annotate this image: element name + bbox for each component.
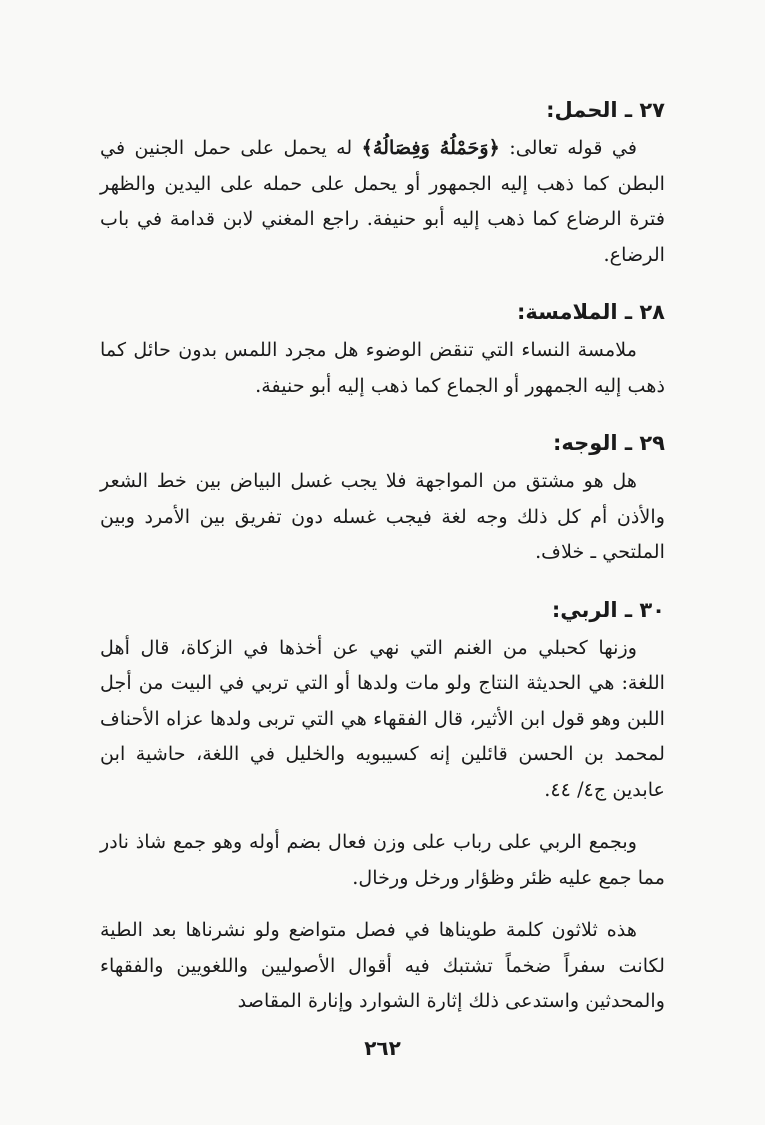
section-paragraph bbox=[100, 130, 665, 272]
quran-quote: ﴿وَحَمْلُهُ وَفِصَالُهُ﴾ bbox=[361, 136, 500, 159]
section-paragraph: وزنها كحبلي من الغنم التي نهي عن أخذها في الزكاة، قال أهل اللغة: هي الحديثة النتاج ولو مات ولدها أو التي تربي في البيت من أجل اللبن وهو قول ابن الأثير، قال الفقهاء هي التي تربى ولدها عزاه الأحناف لمحمد بن الحسن قائلين إنه كسيبويه والخليل في اللغة، حاشية ابن عابدين ج٤/ ٤٤. bbox=[100, 635, 665, 801]
section-heading: ٢٨ ـ الملامسة: bbox=[516, 300, 665, 324]
section-heading: ٢٩ ـ الوجه: bbox=[553, 431, 665, 455]
section-paragraph: وبجمع الربي على رباب على وزن فعال بضم أوله وهو جمع شاذ نادر مما جمع عليه ظئر وظؤار ورخل ورخال. bbox=[100, 830, 665, 889]
section-28-almulamasa bbox=[100, 294, 665, 403]
section-heading: ٣٠ ـ الربي: bbox=[551, 597, 665, 622]
section-27-alhaml bbox=[100, 92, 665, 272]
section-paragraph: هل هو مشتق من المواجهة فلا يجب غسل البياض بين خط الشعر والأذن أم كل ذلك وجه لغة فيجب غسله دون تفريق بين الأمرد وبين الملتحي ـ خلاف. bbox=[100, 469, 665, 563]
section-30-alrubba bbox=[100, 592, 665, 1019]
section-paragraph: هذه ثلاثون كلمة طويناها في فصل متواضع ولو نشرناها بعد الطية لكانت سفراً ضخماً تشتبك فيه أقوال الأصوليين واللغويين والفقهاء والمحدثين واستدعى ذلك إثارة الشوارد وإنارة المقاصد bbox=[100, 918, 665, 1012]
paragraph-text: في قوله تعالى: bbox=[499, 136, 637, 159]
section-29-alwajh bbox=[100, 425, 665, 570]
section-paragraph: ملامسة النساء التي تنقض الوضوء هل مجرد اللمس بدون حائل كما ذهب إليه الجمهور أو الجماع كما ذهب إليه أبو حنيفة. bbox=[100, 338, 665, 397]
paragraph-text: له يحمل على حمل الجنين في البطن كما ذهب إليه الجمهور أو يحمل على حمله على اليدين والظهر فترة الرضاع كما ذهب إليه أبو حنيفة. راجع المغني لابن قدامة في باب الرضاع. bbox=[100, 136, 665, 266]
page-content bbox=[100, 92, 665, 1019]
page-number: ٢٦٢ bbox=[364, 1036, 401, 1060]
section-heading: ٢٧ ـ الحمل: bbox=[546, 98, 665, 122]
